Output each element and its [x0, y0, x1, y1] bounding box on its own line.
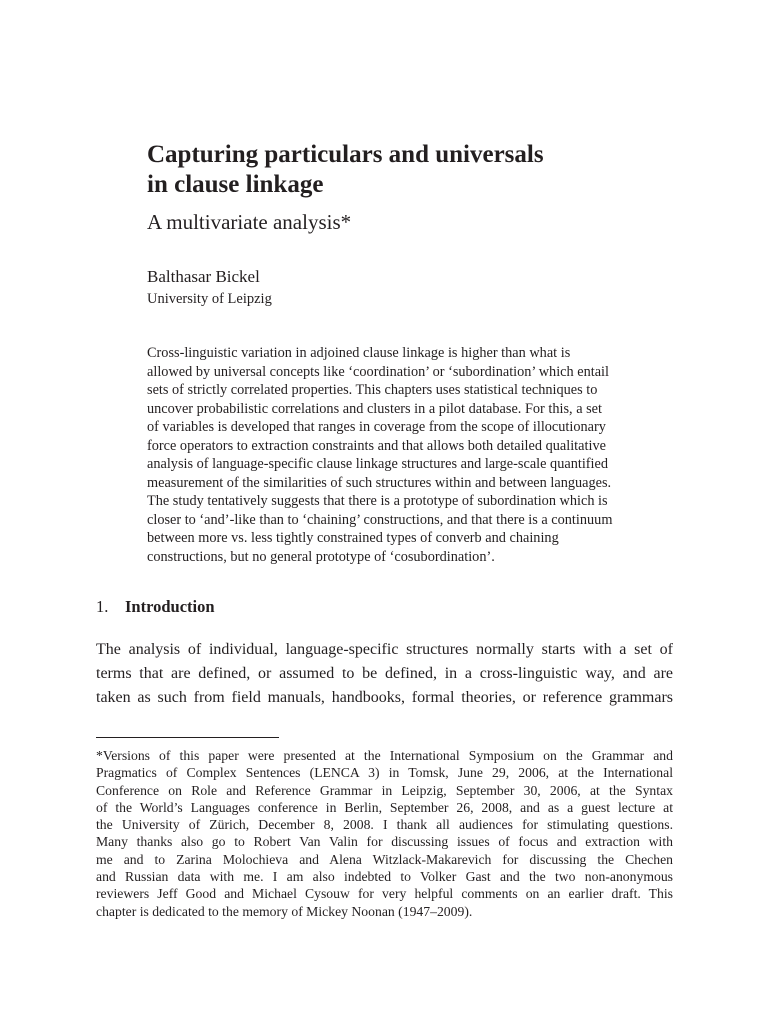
footnote-line: of the World’s Languages conference in Berlin, September 26, 2008, and as a guest lecture at [96, 799, 673, 815]
abstract-line: Cross-linguistic variation in adjoined clause linkage is higher than what is [147, 345, 571, 361]
abstract-line: of variables is developed that ranges in coverage from the scope of illocutionary [147, 419, 606, 435]
footnote-divider [96, 737, 279, 738]
title-line: Capturing particulars and universals [147, 141, 544, 168]
abstract-line: measurement of the similarities of such structures within and between languages. [147, 474, 612, 491]
footnote-line: Pragmatics of Complex Sentences (LENCA 3) in Tomsk, June 29, 2006, at the International [96, 765, 673, 781]
abstract-line: uncover probabilistic correlations and clusters in a pilot database. For this, a set [147, 400, 602, 417]
body-line: The analysis of individual, language-specific structures normally starts with a set of [96, 641, 673, 658]
abstract-line: The study tentatively suggests that there is a prototype of subordination which is [147, 493, 608, 509]
footnote-line: *Versions of this paper were presented at the International Symposium on the Grammar and [96, 748, 673, 763]
section-title: Introduction [125, 597, 215, 616]
abstract-line: force operators to extraction constraints and that allows both detailed qualitative [147, 437, 606, 454]
abstract-line: sets of strictly correlated properties. This chapters uses statistical techniques to [147, 382, 598, 398]
footnote [96, 747, 673, 920]
section-number: 1. [96, 597, 109, 616]
author-name: Balthasar Bickel [147, 267, 260, 286]
footnote-line: Conference on Role and Reference Grammar in Leipzig, September 30, 2006, at the Syntax [96, 782, 673, 798]
paper-title [147, 140, 667, 200]
body-line: terms that are defined, or assumed to be defined, in a cross-linguistic way, and are [96, 665, 673, 682]
paper-subtitle: A multivariate analysis* [147, 210, 352, 234]
footnote-line: the University of Zürich, December 8, 2008. I thank all audiences for stimulating questions. [96, 817, 673, 833]
footnote-line: and Russian data with me. I am also indebted to Volker Gast and the two non-anonymous [96, 869, 673, 885]
abstract [147, 344, 687, 566]
abstract-line: analysis of language-specific clause linkage structures and large-scale quantified [147, 456, 609, 472]
footnote-line: Many thanks also go to Robert Van Valin for discussing issues of focus and extraction with [96, 834, 673, 850]
abstract-line: constructions, but no general prototype of ‘cosubordination’. [147, 548, 495, 565]
footnote-line: me and to Zarina Molochieva and Alena Witzlack-Makarevich for discussing the Chechen [96, 851, 673, 867]
abstract-line: closer to ‘and’-like than to ‘chaining’ constructions, and that there is a continuum [147, 511, 613, 528]
footnote-line: reviewers Jeff Good and Michael Cysouw for very helpful comments on an earlier draft. This [96, 886, 673, 902]
section-heading [96, 596, 215, 618]
title-line: in clause linkage [147, 171, 324, 198]
body-line: taken as such from field manuals, handbooks, formal theories, or reference grammars [96, 689, 673, 706]
footnote-line: chapter is dedicated to the memory of Mickey Noonan (1947–2009). [96, 903, 473, 919]
abstract-line: between more vs. less tightly constrained types of converb and chaining [147, 530, 559, 546]
author-affiliation: University of Leipzig [147, 291, 272, 307]
body-paragraph [96, 638, 673, 710]
abstract-line: allowed by universal concepts like ‘coordination’ or ‘subordination’ which entail [147, 363, 609, 380]
